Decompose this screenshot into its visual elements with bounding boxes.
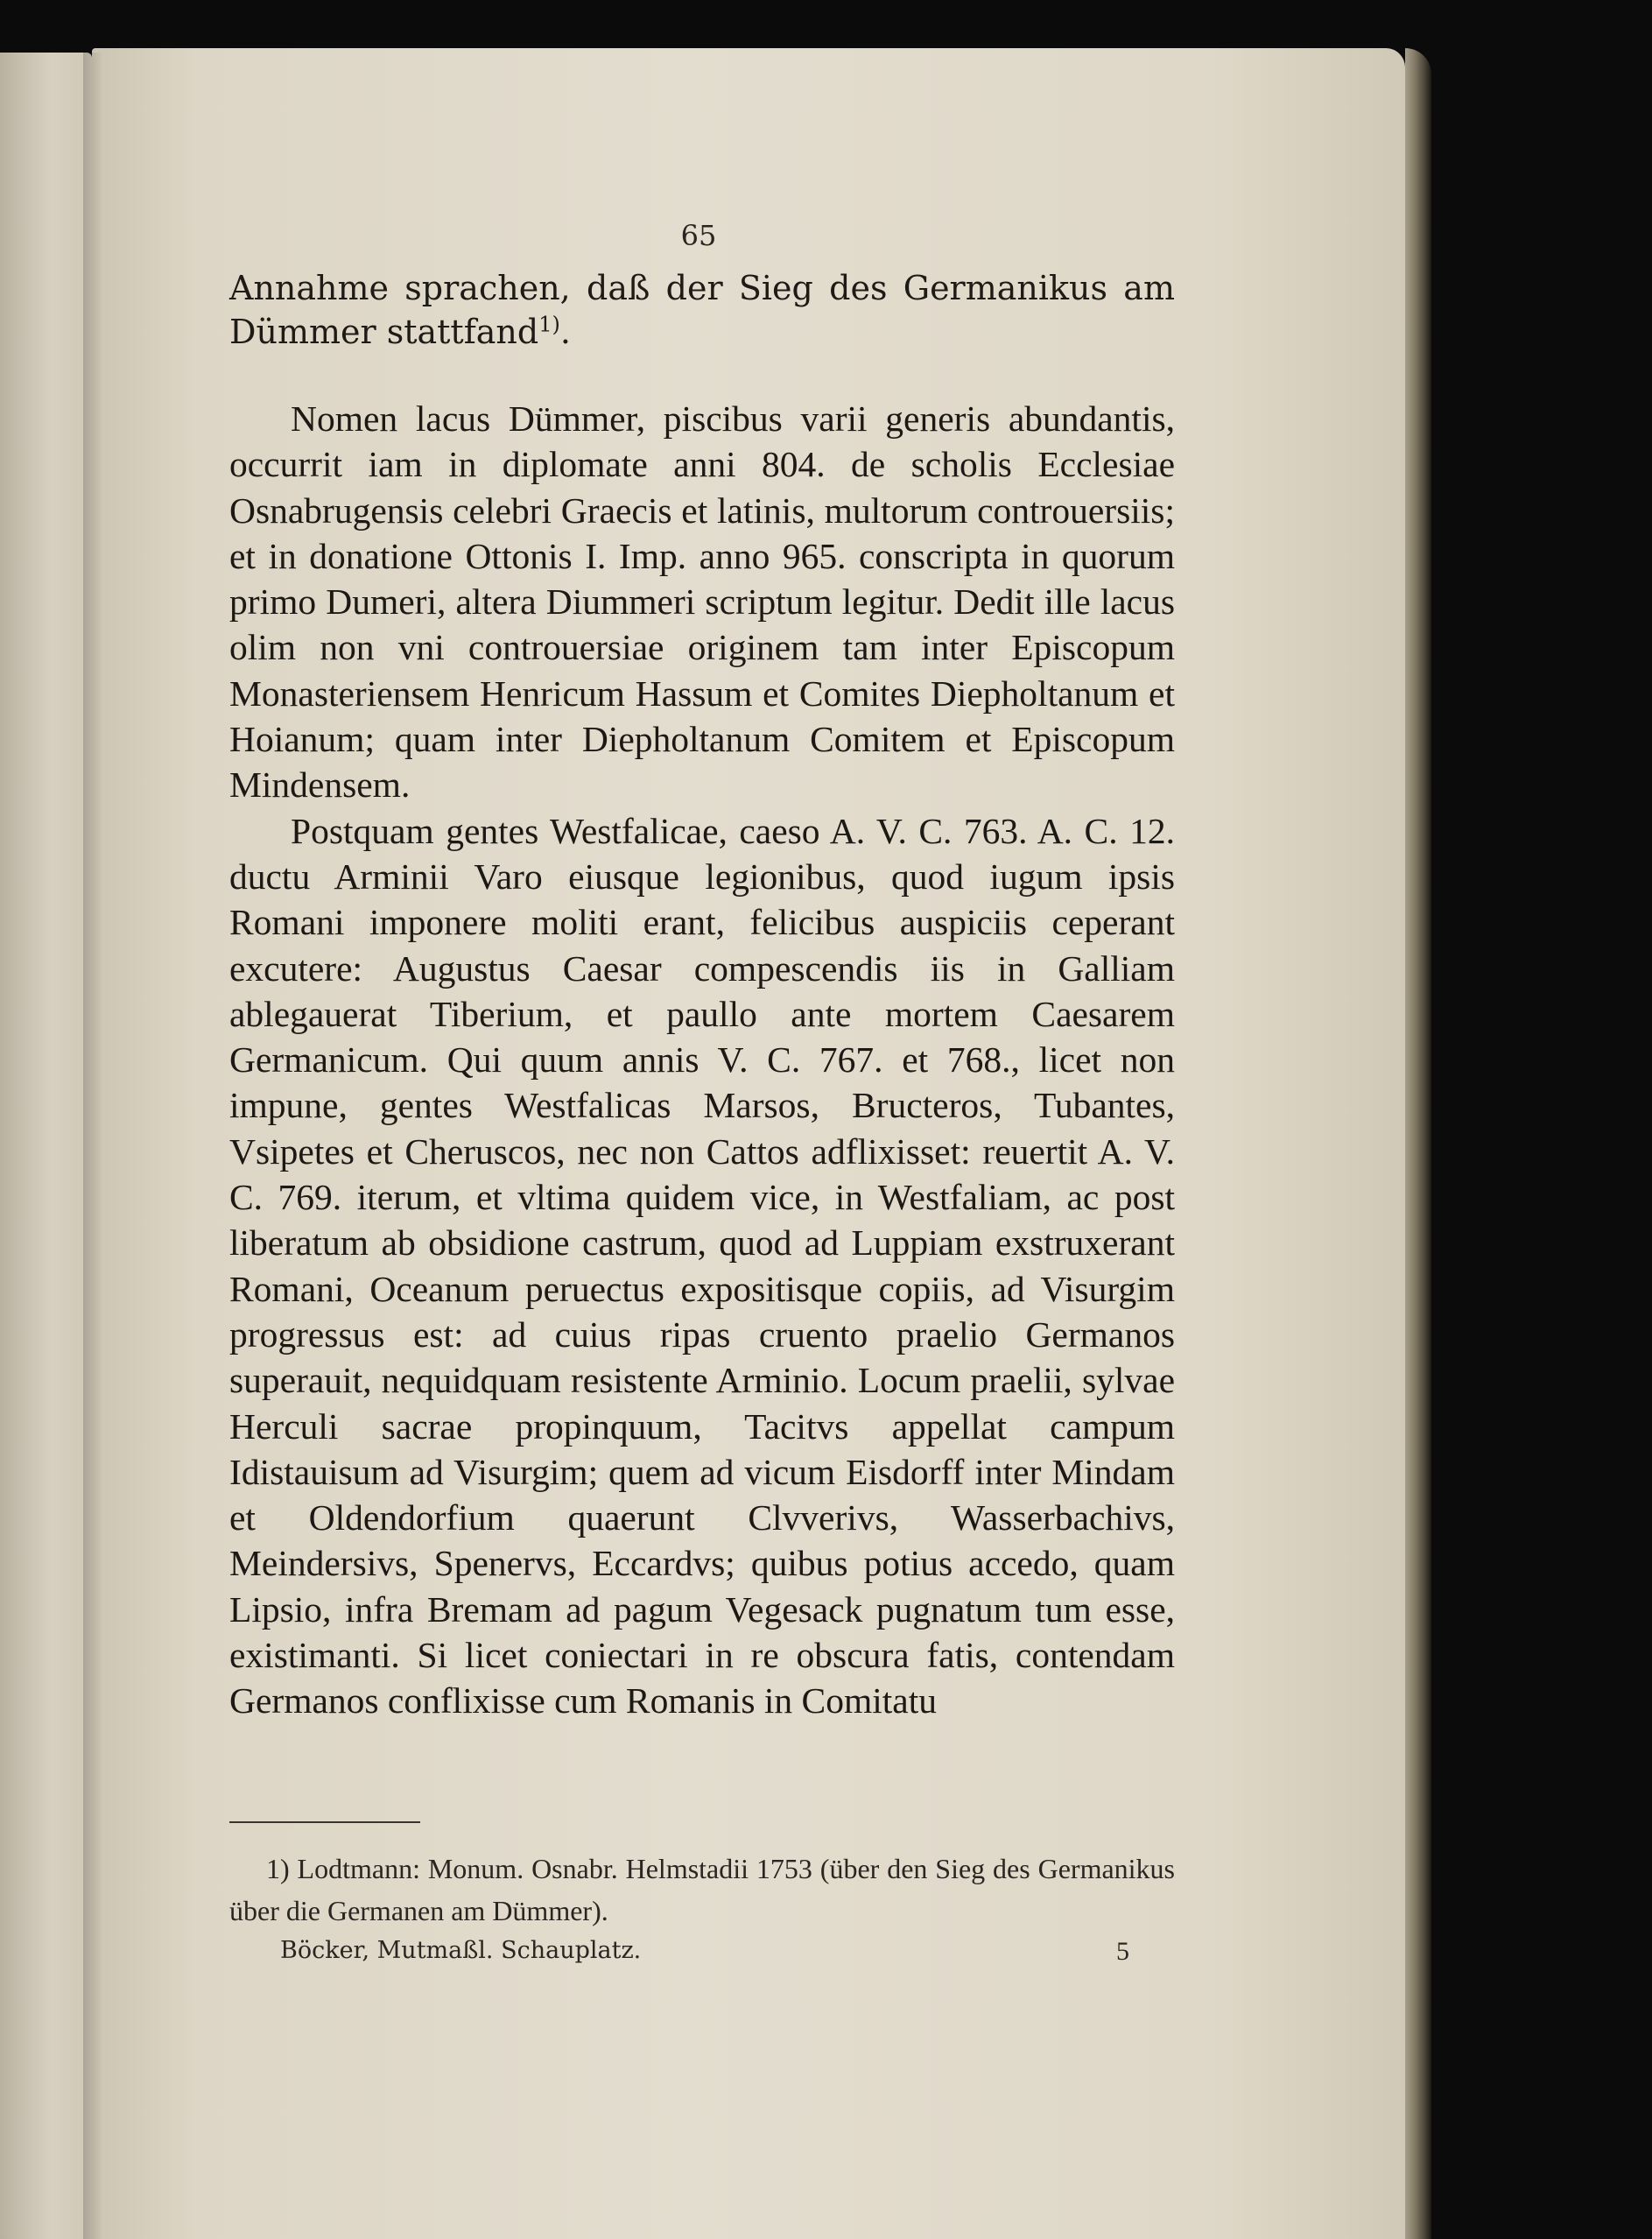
main-text	[229, 396, 1175, 1724]
signature-mark: 5	[1116, 1937, 1129, 1966]
signature-line: Böcker, Mutmaßl. Schauplatz.	[280, 1937, 642, 1964]
facing-page-edge	[0, 53, 92, 2239]
page-number: 65	[680, 219, 717, 252]
fraktur-intro: Annahme sprachen, daß der Sieg des Germanikus am Dümmer stattfand$^{1)}$.	[229, 269, 1175, 351]
footnote-ref: 1)	[538, 312, 560, 337]
footnote: 1) Lodtmann: Monum. Osnabr. Helmstadii 1753 (über den Sieg des Germanikus über die Germanen am Dümmer).	[229, 1853, 1175, 1926]
footnote-rule	[229, 1821, 420, 1823]
fraktur-intro-text: Annahme sprachen, daß der Sieg des Germanikus am Dümmer stattfand	[229, 269, 1175, 351]
paragraph-1: Nomen lacus Dümmer, piscibus varii generis abundantis, occurrit iam in diplomate anni 804. de scholis Ecclesiae Osnabrugensis celebri Graecis et latinis, multorum controuersiis; et in donatione Ottonis I. Imp. anno 965. conscripta in quorum primo Dumeri, altera Diummeri scriptum legitur. Dedit ille lacus olim non vni controuersiae originem tam inter Episcopum Monasteriensem Henricum Hassum et Comites Diepholtanum et Hoianum; quam inter Diepholtanum Comitem et Episcopum Mindensem.	[229, 398, 1175, 806]
page-block-edge	[1405, 48, 1431, 2239]
gutter-shadow	[83, 53, 102, 2239]
paragraph-2: Postquam gentes Westfalicae, caeso A. V. C. 763. A. C. 12. ductu Arminii Varo eiusque legionibus, quod iugum ipsis Romani imponere moliti erant, felicibus auspiciis ceperant excutere: Augustus Caesar compescendis iis in Galliam ablegauerat Tiberium, et paullo ante mortem Caesarem Germanicum. Qui quum annis V. C. 767. et 768., licet non impune, gentes Westfalicas Marsos, Bructeros, Tubantes, Vsipetes et Cheruscos, nec non Cattos adflixisset: reuertit A. V. C. 769. iterum, et vltima quidem vice, in Westfaliam, ac post liberatum ab obsidione castrum, quod ad Luppiam exstruxerant Romani, Oceanum peruectus expositisque copiis, ad Visurgim progressus est: ad cuius ripas cruento praelio Germanos superauit, nequidquam resistente Arminio. Locum praelii, sylvae Herculi sacrae propinquum, Tacitvs appellat campum Idistauisum ad Visurgim; quem ad vicum Eisdorff inter Mindam et Oldendorfium quaerunt Clvverivs, Wasserbachivs, Meindersivs, Spenervs, Eccardvs; quibus potius accedo, quam Lipsio, infra Bremam ad pagum Vegesack pugnatum tum esse, existimanti. Si licet coniectari in re obscura fatis, contendam Germanos conflixisse cum Romanis in Comitatu	[229, 810, 1175, 1721]
